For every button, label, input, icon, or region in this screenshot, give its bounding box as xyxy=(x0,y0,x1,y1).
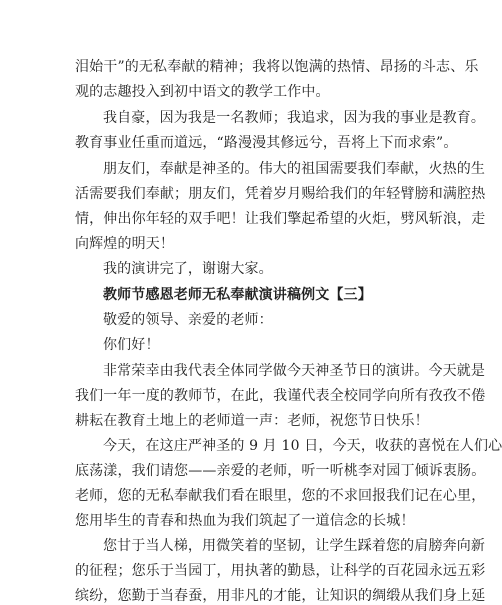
text-line: 的征程；您乐于当园丁，用执著的勤恳，让科学的百花园永远五彩 xyxy=(75,563,486,579)
text-line: 泪始干”的无私奉献的精神；我将以饱满的热情、昂扬的斗志、乐 xyxy=(75,59,479,75)
greeting-line: 敬爱的领导、亲爱的老师： xyxy=(103,312,273,328)
paragraph-start-line: 您甘于当人梯，用微笑着的坚韧，让学生踩着您的肩膀奔向新 xyxy=(103,538,486,554)
paragraph-start-line: 我自豪，因为我是一名教师；我追求，因为我的事业是教育。 xyxy=(103,110,486,126)
text-line: 教育事业任重而道远，“路漫漫其修远兮，吾将上下而求索”。 xyxy=(75,135,458,151)
paragraph-start-line: 我的演讲完了，谢谢大家。 xyxy=(103,261,273,277)
text-line: 您用毕生的青春和热血为我们筑起了一道信念的长城！ xyxy=(75,513,415,529)
paragraph-start-line: 今天，在这庄严神圣的 9 月 10 日，今天，收获的喜悦在人们心 xyxy=(103,438,502,454)
section-title: 教师节感恩老师无私奉献演讲稿例文【三】 xyxy=(103,287,372,303)
text-line: 活需要我们奉献；朋友们，凭着岁月赐给我们的年轻臂膀和满腔热 xyxy=(75,186,486,202)
text-line: 耕耘在教育土地上的老师道一声：老师，祝您节日快乐！ xyxy=(75,413,429,429)
text-line: 情，伸出你年轻的双手吧！让我们擎起希望的火炬，劈风斩浪，走 xyxy=(75,211,486,227)
text-line: 我们一年一度的教师节，在此，我谨代表全校同学向所有孜孜不倦 xyxy=(75,388,486,404)
paragraph-start-line: 朋友们，奉献是神圣的。伟大的祖国需要我们奉献，火热的生 xyxy=(103,161,486,177)
text-line: 底荡漾，我们请您——亲爱的老师，听一听桃李对园丁倾诉衷肠。 xyxy=(75,463,486,479)
text-line: 缤纷，您勤于当春蚕，用非凡的才能，让知识的绸缎从我们身上延 xyxy=(75,588,486,604)
text-line: 老师，您的无私奉献我们看在眼里，您的不求回报我们记在心里， xyxy=(75,488,486,504)
greeting-line: 你们好！ xyxy=(103,337,160,353)
text-line: 观的志趣投入到初中语文的教学工作中。 xyxy=(75,84,330,100)
text-line: 向辉煌的明天！ xyxy=(75,236,175,252)
paragraph-start-line: 非常荣幸由我代表全体同学做今天神圣节日的演讲。今天就是 xyxy=(103,363,486,379)
